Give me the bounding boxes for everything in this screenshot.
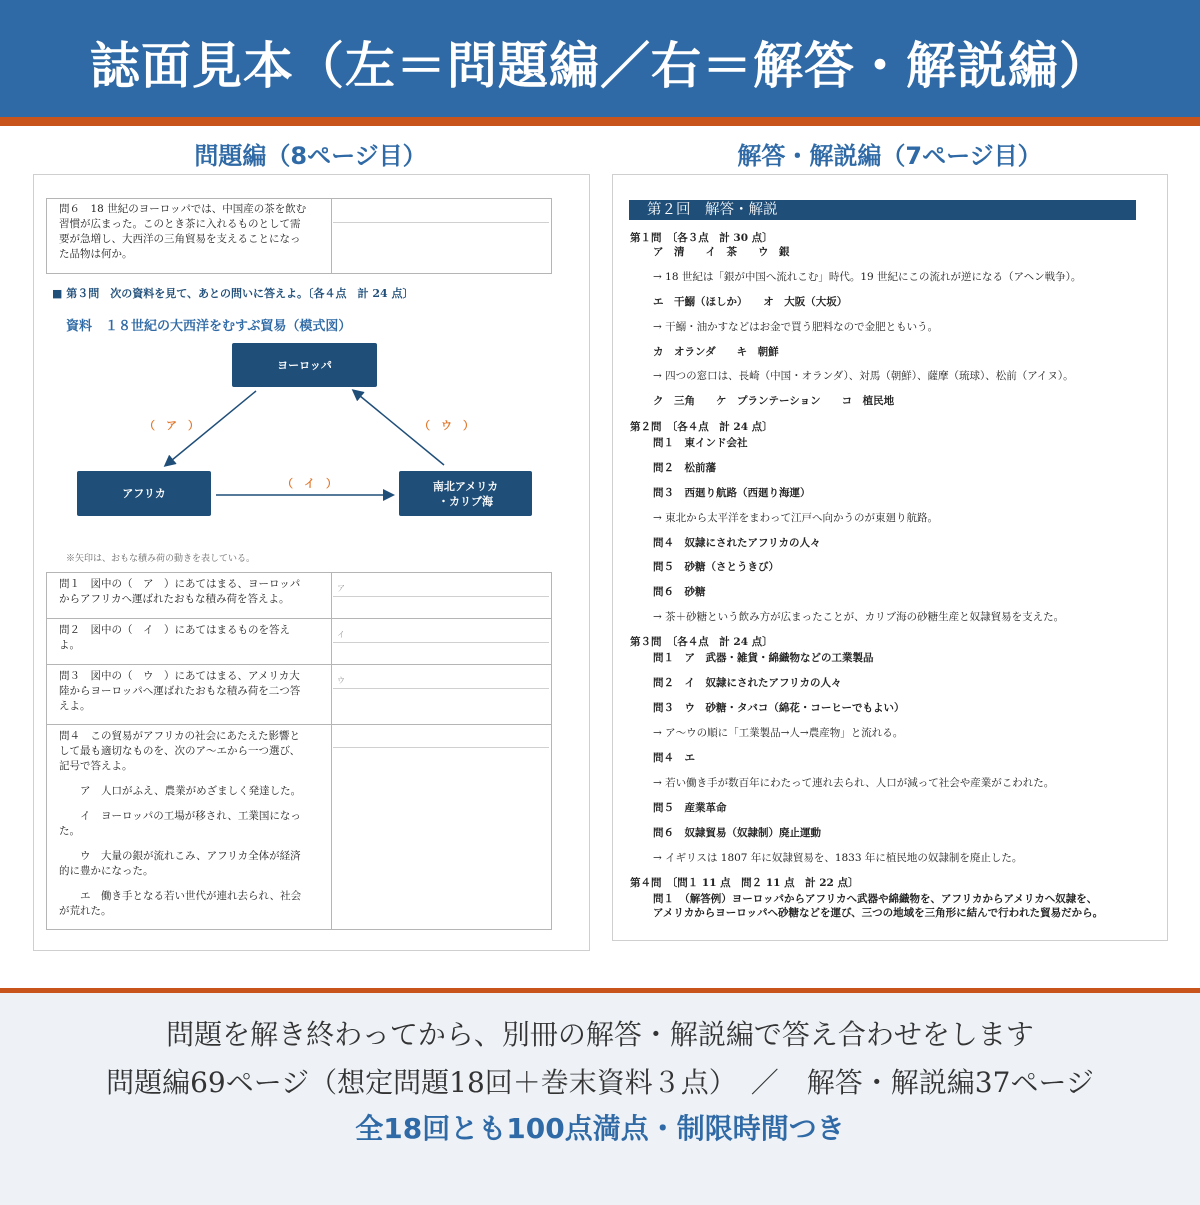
america-label-1: 南北アメリカ <box>432 479 499 493</box>
answer-line: エ 干鰯（ほしか） オ 大阪（大坂） <box>653 296 848 308</box>
footer-highlight: 全18回とも100点満点・制限時間つき <box>355 1112 845 1145</box>
answer-line: アメリカからヨーロッパへ砂糖などを運び、三つの地域を三角形に結んで行われた貿易だから。 <box>653 907 1104 919</box>
question-row <box>47 619 551 665</box>
answer-line: → イギリスは 1807 年に奴隷貿易を、1833 年に植民地の奴隷制を廃止した。 <box>653 852 1023 864</box>
answer-line: → 18 世紀は「銀が中国へ流れこむ」時代。19 世紀にこの流れが逆になる（アヘン戦争）。 <box>653 271 1082 283</box>
question-line: 陸からヨーロッパへ運ばれたおもな積み荷を二つ答 <box>59 685 301 697</box>
answer-section-heading: 第１問 〔各３点 計 30 点〕 <box>630 232 773 244</box>
answer-line: → 干鰯・油かすなどはお金で買う肥料なので金肥ともいう。 <box>653 321 939 333</box>
questions-table <box>46 572 552 930</box>
answer-line <box>333 596 549 597</box>
footer <box>0 988 1200 1205</box>
footer-line-2: 問題編69ページ（想定問題18回＋巻末資料３点） ／ 解答・解説編37ページ <box>106 1066 1094 1099</box>
answer-line <box>333 747 549 748</box>
answer-line: → 若い働き手が数百年にわたって連れ去られ、人口が減って社会や産業がこわれた。 <box>653 777 1055 789</box>
question-line: からアフリカへ運ばれたおもな積み荷を答えよ。 <box>59 593 290 605</box>
question-row <box>47 665 551 725</box>
question-line: 記号で答えよ。 <box>59 760 133 772</box>
question-text <box>47 573 331 611</box>
choice-line: イ ヨーロッパの工場が移され、工業国になっ <box>59 810 301 822</box>
footer-line-1: 問題を解き終わってから、別冊の解答・解説編で答え合わせをします <box>166 1018 1034 1051</box>
answer-label: ウ <box>337 676 345 685</box>
question-text <box>47 619 331 657</box>
choice-line: 的に豊かになった。 <box>59 865 154 877</box>
answer-line: カ オランダ キ 朝鮮 <box>653 346 779 358</box>
q6-line: た品物は何か。 <box>59 248 133 260</box>
label-a: （ ア ） <box>144 419 199 432</box>
question-row <box>47 573 551 619</box>
choice-line: ア 人口がふえ、農業がめざましく発達した。 <box>59 785 302 797</box>
choice-line: ウ 大量の銀が流れこみ、アフリカ全体が経済 <box>59 850 301 862</box>
q6-line: 習慣が広まった。このとき茶に入れるものとして需 <box>59 218 301 230</box>
question-line: して最も適切なものを、次のア〜エから一つ選び、 <box>59 745 301 757</box>
q6-line: 問６ 18 世紀のヨーロッパでは、中国産の茶を飲む <box>59 203 307 215</box>
answer-line: 問４ エ <box>653 752 695 764</box>
choice-line: た。 <box>59 825 80 837</box>
box-africa: アフリカ <box>77 471 211 516</box>
page-title: 誌面見本（左＝問題編／右＝解答・解説編） <box>90 37 1110 95</box>
answer-line <box>333 688 549 689</box>
question-text <box>47 665 331 718</box>
question-text <box>47 725 331 923</box>
question-line: よ。 <box>59 639 80 651</box>
answer-line: 問５ 砂糖（さとうきび） <box>653 561 779 573</box>
answer-page <box>612 174 1168 941</box>
answer-line: 問２ イ 奴隷にされたアフリカの人々 <box>653 677 842 689</box>
question-row <box>47 725 551 930</box>
diagram-title: 資料 １８世紀の大西洋をむすぶ貿易（模式図） <box>66 319 352 334</box>
answer-label: ア <box>337 584 345 593</box>
answer-line: 問１ 東インド会社 <box>653 437 748 449</box>
answer-line: 問３ ウ 砂糖・タバコ（綿花・コーヒーでもよい） <box>653 702 905 714</box>
diagram-note: ※矢印は、おもな積み荷の動きを表している。 <box>66 554 256 564</box>
section3-heading: ■ 第３問 次の資料を見て、あとの問いに答えよ。〔各４点 計 24 点〕 <box>52 287 414 300</box>
answer-line: ク 三角 ケ プランテーション コ 植民地 <box>653 395 895 407</box>
answer-line: 問５ 産業革命 <box>653 802 727 814</box>
answer-line: 問１ ア 武器・雑貨・綿織物などの工業製品 <box>653 652 874 664</box>
answer-line: 問４ 奴隷にされたアフリカの人々 <box>653 537 821 549</box>
header-banner <box>0 0 1200 126</box>
question-line: えよ。 <box>59 700 91 712</box>
answer-label: イ <box>337 630 345 639</box>
answer-section-heading: 第４問 〔問１ 11 点 問２ 11 点 計 22 点〕 <box>630 877 859 889</box>
answer-line: → 四つの窓口は、長崎（中国・オランダ）、対馬（朝鮮）、薩摩（琉球）、松前（アイヌ）。 <box>653 370 1074 382</box>
question-line: 問２ 図中の（ イ ）にあてはまるものを答え <box>59 624 290 636</box>
left-column-title: 問題編（8ページ目） <box>194 142 427 170</box>
question-line: 問３ 図中の（ ウ ）にあてはまる、アメリカ大 <box>59 670 300 682</box>
answer-line: 問３ 西廻り航路（西廻り海運） <box>653 487 811 499</box>
answer-section-heading: 第２問 〔各４点 計 24 点〕 <box>630 421 773 433</box>
answer-line: ア 清 イ 茶 ウ 銀 <box>653 246 790 258</box>
question-line: 問４ この貿易がアフリカの社会にあたえた影響と <box>59 730 300 742</box>
box-america <box>399 471 532 516</box>
choice-line: が荒れた。 <box>59 905 112 917</box>
label-i: （ イ ） <box>282 477 337 490</box>
question-line: 問１ 図中の（ ア ）にあてはまる、ヨーロッパ <box>59 578 301 590</box>
america-label-2: ・カリブ海 <box>438 494 493 508</box>
answer-line: 問６ 奴隷貿易（奴隷制）廃止運動 <box>653 827 821 839</box>
answer-line: 問１ （解答例）ヨーロッパからアフリカへ武器や綿織物を、アフリカからアメリカへ奴隷を、 <box>653 893 1098 905</box>
choice-line: エ 働き手となる若い世代が連れ去られ、社会 <box>59 890 302 902</box>
answer-line: → 茶＋砂糖という飲み方が広まったことが、カリブ海の砂糖生産と奴隷貿易を支えた。 <box>653 611 1065 623</box>
label-u: （ ウ ） <box>419 419 474 432</box>
right-column-title: 解答・解説編（7ページ目） <box>737 142 1042 170</box>
answer-line: 問６ 砂糖 <box>653 586 706 598</box>
question-page <box>33 174 590 951</box>
q6-line: 要が急増し、大西洋の三角貿易を支えることになっ <box>59 233 301 245</box>
answer-line <box>333 642 549 643</box>
answer-line: → 東北から太平洋をまわって江戸へ向かうのが東廻り航路。 <box>653 512 939 524</box>
answer-band: 第２回 解答・解説 <box>629 200 1136 220</box>
box-europe: ヨーロッパ <box>232 343 377 387</box>
answer-line: → ア〜ウの順に「工業製品→人→農産物」と流れる。 <box>653 727 904 739</box>
answer-line: 問２ 松前藩 <box>653 462 716 474</box>
answer-section-heading: 第３問 〔各４点 計 24 点〕 <box>630 636 773 648</box>
